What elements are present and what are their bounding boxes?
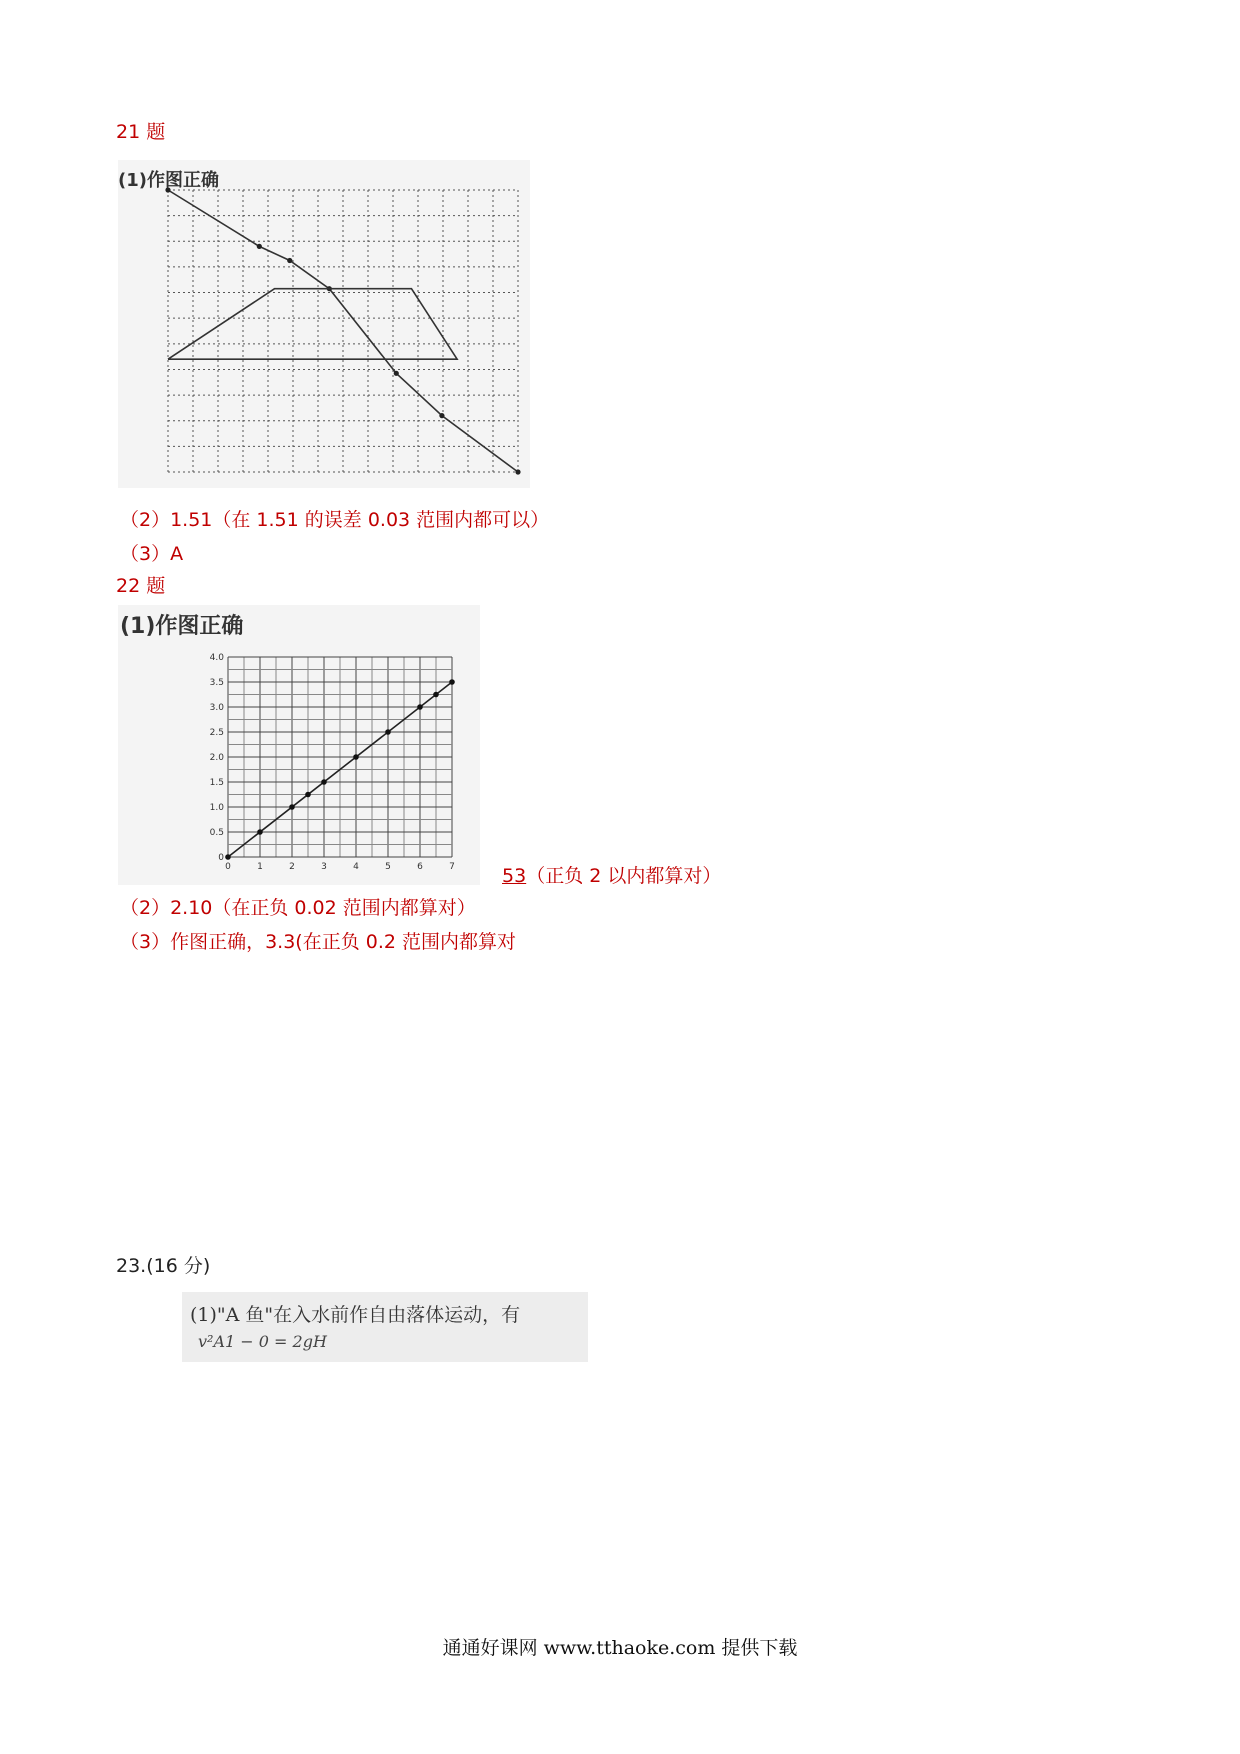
- y-tick-label: 4.0: [209, 653, 224, 663]
- data-point: [289, 804, 295, 810]
- q23-figure: [182, 1292, 588, 1362]
- q21-answer-3: （3）A: [120, 543, 184, 565]
- data-point: [439, 413, 444, 418]
- data-point: [225, 854, 231, 860]
- data-point: [385, 729, 391, 735]
- q21-graph: [118, 160, 530, 488]
- data-point: [353, 754, 359, 760]
- data-point: [515, 469, 520, 474]
- q22-answer-1: [494, 864, 721, 888]
- data-point: [449, 679, 455, 685]
- x-tick-label: 5: [385, 862, 391, 872]
- data-point: [394, 371, 399, 376]
- q22-figure-caption: (1)作图正确: [120, 614, 244, 639]
- y-tick-label: 3.5: [209, 678, 224, 688]
- q22-answer-2: （2）2.10（在正负 0.02 范围内都算对）: [120, 897, 476, 919]
- x-tick-label: 2: [289, 862, 295, 872]
- q22-graph: [118, 605, 480, 885]
- data-point: [305, 792, 311, 798]
- x-tick-label: 1: [257, 862, 263, 872]
- series-1-line: [168, 289, 457, 360]
- q21-figure: [118, 160, 530, 488]
- y-tick-label: 0: [218, 853, 224, 863]
- x-tick-label: 7: [449, 862, 455, 872]
- y-tick-label: 0.5: [209, 828, 224, 838]
- q22-heading: 22 题: [116, 575, 166, 597]
- q22-answer-note: （正负 2 以内都算对）: [526, 865, 722, 887]
- x-tick-label: 6: [417, 862, 423, 872]
- page-footer: 通通好课网 www.tthaoke.com 提供下载: [442, 1637, 798, 1659]
- q22-answer-value: 53: [502, 865, 527, 887]
- q21-figure-caption: (1)作图正确: [118, 170, 219, 191]
- data-point: [257, 244, 262, 249]
- q21-answer-2: （2）1.51（在 1.51 的误差 0.03 范围内都可以）: [120, 509, 550, 531]
- q23-figure-line-2: v²A1 − 0 = 2gH: [198, 1332, 327, 1351]
- data-point: [321, 779, 327, 785]
- data-point: [433, 692, 439, 698]
- data-point: [257, 829, 263, 835]
- q23-figure-line-1: (1)"A 鱼"在入水前作自由落体运动，有: [190, 1304, 521, 1326]
- data-point: [417, 704, 423, 710]
- y-tick-label: 2.5: [209, 728, 224, 738]
- x-tick-label: 0: [225, 862, 231, 872]
- y-tick-label: 1.0: [209, 803, 224, 813]
- q21-heading: 21 题: [116, 121, 166, 143]
- y-tick-label: 1.5: [209, 778, 224, 788]
- x-tick-label: 4: [353, 862, 359, 872]
- q22-figure: [118, 605, 480, 885]
- q22-answer-3: （3）作图正确，3.3(在正负 0.2 范围内都算对: [120, 931, 517, 953]
- x-tick-label: 3: [321, 862, 327, 872]
- data-point: [287, 258, 292, 263]
- q23-heading: 23.(16 分): [116, 1255, 211, 1277]
- y-tick-label: 3.0: [209, 703, 224, 713]
- y-tick-label: 2.0: [209, 753, 224, 763]
